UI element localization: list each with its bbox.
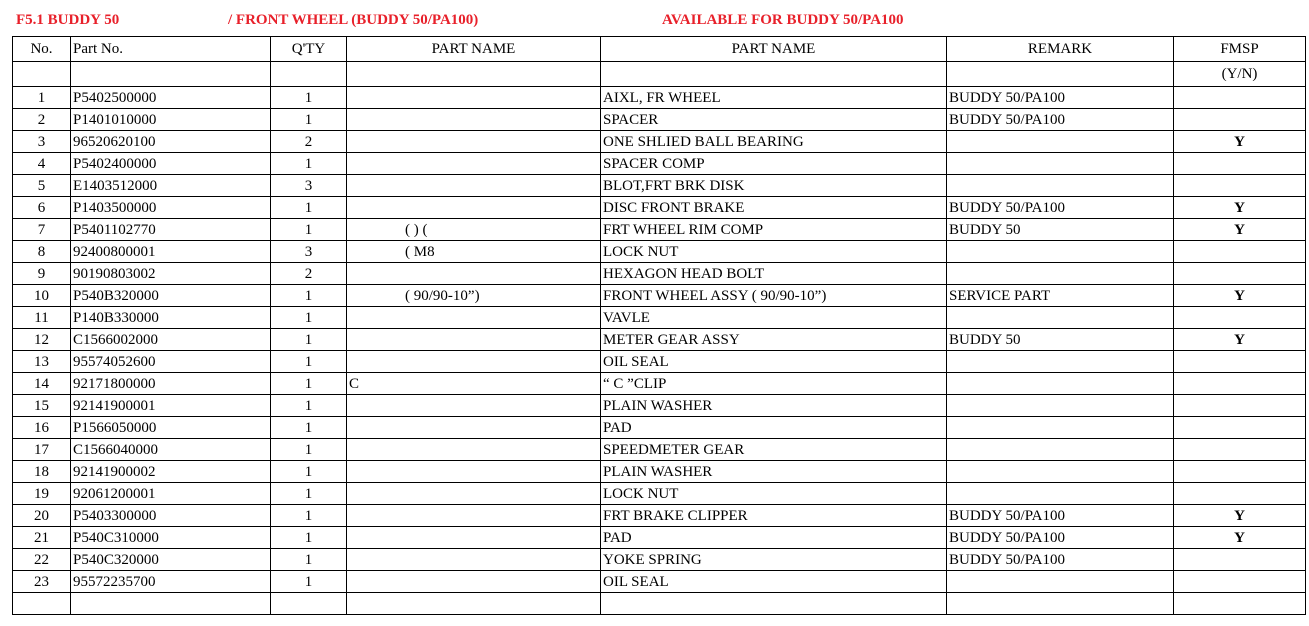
cell-part-no: P540C320000 xyxy=(71,549,271,571)
cell-remark: SERVICE PART xyxy=(947,285,1174,307)
cell-fmsp xyxy=(1174,571,1306,593)
cell-remark xyxy=(947,417,1174,439)
cell-fmsp xyxy=(1174,461,1306,483)
empty-cell xyxy=(271,593,347,615)
cell-part-name-1 xyxy=(347,175,601,197)
cell-qty: 3 xyxy=(271,241,347,263)
cell-remark: BUDDY 50/PA100 xyxy=(947,527,1174,549)
cell-part-name-2: FRT BRAKE CLIPPER xyxy=(601,505,947,527)
cell-no: 3 xyxy=(13,131,71,153)
col-header-fmsp: FMSP xyxy=(1174,37,1306,62)
cell-qty: 1 xyxy=(271,461,347,483)
cell-fmsp xyxy=(1174,109,1306,131)
cell-qty: 1 xyxy=(271,571,347,593)
cell-qty: 1 xyxy=(271,197,347,219)
table-row xyxy=(13,461,1306,483)
cell-part-no: 95572235700 xyxy=(71,571,271,593)
col-header-part-name-1: PART NAME xyxy=(347,37,601,62)
empty-cell xyxy=(347,593,601,615)
cell-part-no: P1403500000 xyxy=(71,197,271,219)
table-row xyxy=(13,197,1306,219)
empty-cell xyxy=(1174,593,1306,615)
cell-part-name-2: VAVLE xyxy=(601,307,947,329)
cell-remark xyxy=(947,131,1174,153)
cell-no: 10 xyxy=(13,285,71,307)
cell-fmsp xyxy=(1174,307,1306,329)
empty-cell xyxy=(601,593,947,615)
cell-remark: BUDDY 50/PA100 xyxy=(947,505,1174,527)
cell-part-no: P1401010000 xyxy=(71,109,271,131)
fmsp-yn-label: (Y/N) xyxy=(1174,62,1306,87)
cell-part-no: 96520620100 xyxy=(71,131,271,153)
cell-part-name-1 xyxy=(347,461,601,483)
cell-qty: 1 xyxy=(271,329,347,351)
cell-no: 8 xyxy=(13,241,71,263)
cell-remark: BUDDY 50/PA100 xyxy=(947,197,1174,219)
cell-fmsp: Y xyxy=(1174,329,1306,351)
cell-qty: 1 xyxy=(271,373,347,395)
cell-part-name-2: SPACER COMP xyxy=(601,153,947,175)
empty-cell xyxy=(347,62,601,87)
cell-part-name-1 xyxy=(347,197,601,219)
cell-part-name-2: FRT WHEEL RIM COMP xyxy=(601,219,947,241)
cell-part-name-1: ( 90/90-10”) xyxy=(347,285,601,307)
cell-qty: 1 xyxy=(271,527,347,549)
cell-no: 13 xyxy=(13,351,71,373)
table-row xyxy=(13,307,1306,329)
cell-no: 11 xyxy=(13,307,71,329)
cell-fmsp: Y xyxy=(1174,219,1306,241)
table-subheader-row xyxy=(13,62,1306,87)
cell-part-no: C1566040000 xyxy=(71,439,271,461)
table-row xyxy=(13,439,1306,461)
cell-qty: 1 xyxy=(271,219,347,241)
col-header-part-name-2: PART NAME xyxy=(601,37,947,62)
cell-remark: BUDDY 50/PA100 xyxy=(947,109,1174,131)
cell-part-name-2: YOKE SPRING xyxy=(601,549,947,571)
table-row xyxy=(13,285,1306,307)
table-row xyxy=(13,241,1306,263)
cell-part-name-2: BLOT,FRT BRK DISK xyxy=(601,175,947,197)
cell-remark xyxy=(947,373,1174,395)
table-row xyxy=(13,175,1306,197)
cell-part-name-2: OIL SEAL xyxy=(601,571,947,593)
cell-remark xyxy=(947,153,1174,175)
cell-remark xyxy=(947,571,1174,593)
cell-qty: 1 xyxy=(271,439,347,461)
cell-part-no: 95574052600 xyxy=(71,351,271,373)
cell-part-no: E1403512000 xyxy=(71,175,271,197)
cell-part-name-1 xyxy=(347,549,601,571)
cell-part-name-1 xyxy=(347,505,601,527)
cell-no: 1 xyxy=(13,87,71,109)
cell-part-name-2: LOCK NUT xyxy=(601,241,947,263)
cell-fmsp xyxy=(1174,351,1306,373)
availability-note: AVAILABLE FOR BUDDY 50/PA100 xyxy=(662,12,904,28)
cell-part-no: C1566002000 xyxy=(71,329,271,351)
cell-part-name-2: SPACER xyxy=(601,109,947,131)
cell-no: 5 xyxy=(13,175,71,197)
empty-cell xyxy=(947,62,1174,87)
col-header-no: No. xyxy=(13,37,71,62)
cell-qty: 1 xyxy=(271,351,347,373)
cell-qty: 1 xyxy=(271,307,347,329)
cell-part-name-2: PLAIN WASHER xyxy=(601,461,947,483)
cell-part-no: 92400800001 xyxy=(71,241,271,263)
cell-qty: 2 xyxy=(271,263,347,285)
empty-cell xyxy=(271,62,347,87)
cell-remark xyxy=(947,263,1174,285)
table-row xyxy=(13,153,1306,175)
cell-part-name-1 xyxy=(347,395,601,417)
empty-cell xyxy=(13,62,71,87)
cell-part-name-2: FRONT WHEEL ASSY ( 90/90-10”) xyxy=(601,285,947,307)
cell-part-no: P540B320000 xyxy=(71,285,271,307)
cell-no: 4 xyxy=(13,153,71,175)
cell-qty: 3 xyxy=(271,175,347,197)
cell-no: 6 xyxy=(13,197,71,219)
cell-part-name-2: ONE SHLIED BALL BEARING xyxy=(601,131,947,153)
table-header-row xyxy=(13,37,1306,62)
cell-qty: 1 xyxy=(271,87,347,109)
cell-no: 17 xyxy=(13,439,71,461)
cell-fmsp xyxy=(1174,549,1306,571)
cell-part-name-2: “ C ”CLIP xyxy=(601,373,947,395)
cell-part-name-2: OIL SEAL xyxy=(601,351,947,373)
cell-fmsp: Y xyxy=(1174,527,1306,549)
cell-part-name-1 xyxy=(347,329,601,351)
cell-fmsp xyxy=(1174,241,1306,263)
empty-cell xyxy=(601,62,947,87)
cell-part-name-1 xyxy=(347,263,601,285)
cell-fmsp xyxy=(1174,153,1306,175)
cell-part-no: P5401102770 xyxy=(71,219,271,241)
cell-part-no: 92061200001 xyxy=(71,483,271,505)
table-row xyxy=(13,109,1306,131)
cell-part-name-1 xyxy=(347,109,601,131)
cell-part-name-1 xyxy=(347,527,601,549)
cell-qty: 1 xyxy=(271,417,347,439)
cell-fmsp xyxy=(1174,373,1306,395)
cell-part-name-1 xyxy=(347,439,601,461)
cell-no: 23 xyxy=(13,571,71,593)
cell-part-name-1 xyxy=(347,417,601,439)
section-title: / FRONT WHEEL (BUDDY 50/PA100) xyxy=(228,12,479,28)
cell-no: 20 xyxy=(13,505,71,527)
cell-remark xyxy=(947,351,1174,373)
cell-fmsp: Y xyxy=(1174,285,1306,307)
cell-qty: 1 xyxy=(271,483,347,505)
cell-remark: BUDDY 50 xyxy=(947,329,1174,351)
cell-part-name-2: DISC FRONT BRAKE xyxy=(601,197,947,219)
cell-fmsp xyxy=(1174,263,1306,285)
cell-part-name-1 xyxy=(347,131,601,153)
table-row xyxy=(13,417,1306,439)
cell-part-name-2: PLAIN WASHER xyxy=(601,395,947,417)
cell-fmsp xyxy=(1174,87,1306,109)
cell-remark: BUDDY 50 xyxy=(947,219,1174,241)
table-row-empty xyxy=(13,593,1306,615)
cell-fmsp xyxy=(1174,175,1306,197)
cell-qty: 1 xyxy=(271,505,347,527)
cell-part-no: P5402500000 xyxy=(71,87,271,109)
cell-part-name-1 xyxy=(347,571,601,593)
cell-qty: 1 xyxy=(271,109,347,131)
cell-no: 21 xyxy=(13,527,71,549)
table-row xyxy=(13,549,1306,571)
cell-part-no: P5402400000 xyxy=(71,153,271,175)
cell-remark xyxy=(947,461,1174,483)
cell-no: 2 xyxy=(13,109,71,131)
cell-part-name-1 xyxy=(347,153,601,175)
cell-qty: 2 xyxy=(271,131,347,153)
cell-qty: 1 xyxy=(271,549,347,571)
model-title: F5.1 BUDDY 50 xyxy=(16,12,120,28)
table-row xyxy=(13,505,1306,527)
table-row xyxy=(13,329,1306,351)
col-header-part-no: Part No. xyxy=(71,37,271,62)
cell-part-no: 92141900002 xyxy=(71,461,271,483)
table-row xyxy=(13,483,1306,505)
cell-no: 7 xyxy=(13,219,71,241)
cell-fmsp xyxy=(1174,395,1306,417)
cell-fmsp: Y xyxy=(1174,131,1306,153)
table-row xyxy=(13,527,1306,549)
cell-part-name-2: LOCK NUT xyxy=(601,483,947,505)
table-row xyxy=(13,571,1306,593)
cell-qty: 1 xyxy=(271,285,347,307)
cell-remark xyxy=(947,307,1174,329)
table-row xyxy=(13,131,1306,153)
table-row xyxy=(13,219,1306,241)
cell-part-name-2: METER GEAR ASSY xyxy=(601,329,947,351)
cell-no: 18 xyxy=(13,461,71,483)
cell-part-no: P540C310000 xyxy=(71,527,271,549)
cell-part-name-2: HEXAGON HEAD BOLT xyxy=(601,263,947,285)
cell-part-name-1: ( ) ( xyxy=(347,219,601,241)
cell-part-name-2: AIXL, FR WHEEL xyxy=(601,87,947,109)
cell-remark xyxy=(947,483,1174,505)
cell-part-name-2: PAD xyxy=(601,527,947,549)
cell-no: 15 xyxy=(13,395,71,417)
table-row xyxy=(13,87,1306,109)
cell-qty: 1 xyxy=(271,395,347,417)
parts-table xyxy=(12,36,1306,615)
empty-cell xyxy=(71,62,271,87)
cell-part-name-2: SPEEDMETER GEAR xyxy=(601,439,947,461)
empty-cell xyxy=(13,593,71,615)
cell-no: 16 xyxy=(13,417,71,439)
cell-remark xyxy=(947,439,1174,461)
cell-part-name-1 xyxy=(347,351,601,373)
cell-part-name-1: ( M8 xyxy=(347,241,601,263)
cell-fmsp xyxy=(1174,483,1306,505)
cell-remark xyxy=(947,241,1174,263)
cell-fmsp: Y xyxy=(1174,197,1306,219)
cell-no: 9 xyxy=(13,263,71,285)
cell-part-name-1 xyxy=(347,307,601,329)
cell-qty: 1 xyxy=(271,153,347,175)
cell-part-name-2: PAD xyxy=(601,417,947,439)
cell-remark: BUDDY 50/PA100 xyxy=(947,549,1174,571)
table-row xyxy=(13,263,1306,285)
cell-no: 19 xyxy=(13,483,71,505)
cell-remark xyxy=(947,175,1174,197)
cell-fmsp xyxy=(1174,439,1306,461)
cell-part-no: P140B330000 xyxy=(71,307,271,329)
col-header-remark: REMARK xyxy=(947,37,1174,62)
cell-part-no: 90190803002 xyxy=(71,263,271,285)
cell-no: 22 xyxy=(13,549,71,571)
cell-part-name-1 xyxy=(347,87,601,109)
col-header-qty: Q'TY xyxy=(271,37,347,62)
empty-cell xyxy=(947,593,1174,615)
cell-fmsp xyxy=(1174,417,1306,439)
cell-no: 14 xyxy=(13,373,71,395)
cell-remark: BUDDY 50/PA100 xyxy=(947,87,1174,109)
cell-part-no: P5403300000 xyxy=(71,505,271,527)
cell-no: 12 xyxy=(13,329,71,351)
cell-part-no: 92171800000 xyxy=(71,373,271,395)
table-row xyxy=(13,373,1306,395)
cell-part-no: P1566050000 xyxy=(71,417,271,439)
cell-part-no: 92141900001 xyxy=(71,395,271,417)
cell-fmsp: Y xyxy=(1174,505,1306,527)
table-row xyxy=(13,395,1306,417)
empty-cell xyxy=(71,593,271,615)
cell-part-name-1 xyxy=(347,483,601,505)
cell-remark xyxy=(947,395,1174,417)
table-row xyxy=(13,351,1306,373)
cell-part-name-1: C xyxy=(347,373,601,395)
